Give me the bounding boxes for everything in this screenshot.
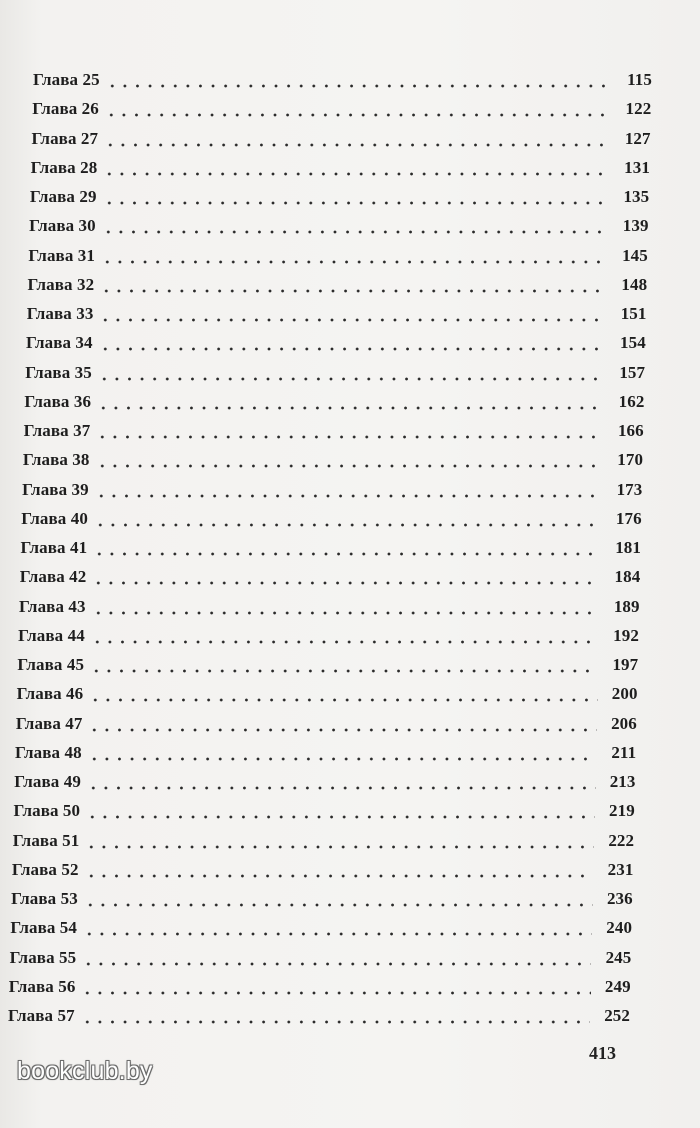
toc-entry [26,325,646,353]
toc-entry [30,179,649,207]
toc-entry-page: 197 [612,655,639,674]
toc-dot-leader [81,1006,590,1026]
toc-entry-label: Глава 30 [29,216,96,236]
toc-entry [18,618,639,646]
toc-entry-label: Глава 28 [30,157,98,177]
toc-entry-page: 127 [624,128,651,148]
toc-entry-label: Глава 56 [8,976,76,996]
toc-entry-page: 173 [616,479,643,499]
toc-entry-label: Глава 27 [31,128,99,148]
toc-entry [23,442,643,470]
toc-entry-page: 200 [611,684,638,704]
toc-entry-page: 245 [605,947,632,967]
toc-dot-leader [81,977,590,997]
toc-entry-page: 236 [606,889,633,908]
toc-entry-page: 213 [609,772,636,791]
toc-entry [10,940,632,968]
toc-dot-leader [90,655,598,675]
toc-entry [21,501,641,529]
toc-dot-leader [103,158,610,178]
toc-entry-page: 206 [611,713,637,733]
toc-entry-label: Глава 38 [22,450,90,470]
toc-dot-leader [99,333,606,353]
toc-entry [20,559,641,587]
toc-dot-leader [83,918,592,938]
toc-dot-leader [96,450,604,470]
toc-entry [8,998,630,1026]
toc-entry [25,355,645,383]
toc-entry-page: 181 [615,538,641,557]
toc-entry-label: Глава 53 [11,889,78,908]
toc-entry-page: 176 [615,508,642,528]
toc-entry-page: 231 [607,859,634,879]
toc-dot-leader [88,714,596,734]
toc-dot-leader [84,889,593,909]
page-number: 413 [589,1043,616,1063]
toc-entry [13,793,634,821]
toc-entry-page: 131 [624,157,650,177]
toc-dot-leader [97,392,604,412]
toc-entry-label: Глава 40 [21,508,88,528]
toc-entry-label: Глава 42 [19,567,87,587]
toc-entry [19,589,640,617]
toc-entry-page: 135 [623,187,650,206]
toc-entry-page: 222 [608,830,635,850]
toc-entry [27,296,647,324]
toc-entry-page: 115 [627,70,652,89]
toc-dot-leader [106,70,612,90]
toc-entry-page: 162 [618,391,645,411]
toc-dot-leader [99,304,606,324]
toc-entry [28,267,648,295]
toc-entry [21,530,642,558]
toc-dot-leader [93,538,601,558]
toc-entry [16,706,637,734]
toc-dot-leader [89,684,597,704]
toc-entry-label: Глава 45 [17,655,85,674]
toc-entry-page: 170 [617,450,644,470]
toc-dot-leader [95,480,603,500]
toc-dot-leader [86,801,595,821]
toc-entry [12,852,634,880]
toc-entry-label: Глава 54 [10,918,78,938]
toc-entry [31,121,650,149]
toc-dot-leader [87,772,596,792]
toc-dot-leader [88,743,596,763]
toc-entry-label: Глава 47 [15,713,83,733]
toc-entry-label: Глава 48 [15,742,82,762]
toc-dot-leader [85,831,594,851]
toc-entry-label: Глава 29 [29,187,97,206]
toc-entry-label: Глава 55 [9,947,77,967]
toc-dot-leader [92,597,600,617]
toc-entry-page: 145 [622,245,648,265]
toc-dot-leader [100,275,607,295]
toc-entry-label: Глава 57 [8,1006,75,1025]
toc-entry [24,384,644,412]
toc-entry [28,238,648,266]
toc-entry-label: Глава 32 [27,274,95,294]
toc-entry [32,91,651,119]
toc-dot-leader [82,948,591,968]
toc-dot-leader [85,860,594,880]
toc-entry [17,647,638,675]
toc-entry-label: Глава 51 [12,830,80,850]
toc-entry [9,969,631,997]
toc-entry-label: Глава 35 [25,362,92,382]
toc-entry-label: Глава 39 [22,479,89,499]
toc-entry [10,910,632,938]
toc-entry-label: Глава 50 [13,801,81,821]
toc-entry-page: 192 [613,625,639,645]
toc-entry-page: 122 [625,99,652,119]
toc-entry [29,208,648,236]
toc-entry-label: Глава 33 [26,304,94,323]
toc-dot-leader [105,99,611,119]
toc-entry-page: 154 [620,333,646,353]
toc-entry-page: 148 [621,274,648,294]
watermark-logo: bookclub.by [17,1057,153,1085]
toc-entry-page: 252 [604,1006,630,1025]
toc-entry [17,676,638,704]
toc-entry-page: 219 [609,801,635,821]
toc-entry-label: Глава 43 [18,596,86,616]
toc-entry-label: Глава 52 [11,859,79,879]
toc-entry-page: 157 [619,362,646,382]
toc-entry-label: Глава 34 [25,333,93,353]
toc-dot-leader [92,567,600,587]
toc-entry [24,413,644,441]
toc-entry-page: 151 [620,304,647,323]
toc-entry-label: Глава 25 [33,70,100,89]
toc-entry-label: Глава 44 [18,625,85,645]
toc-entry-page: 184 [614,567,641,587]
toc-dot-leader [98,363,605,383]
toc-entry-label: Глава 37 [23,421,91,440]
toc-entry-page: 249 [604,976,631,996]
toc-entry [15,735,636,763]
toc-entry [11,881,633,909]
toc-entry-page: 166 [617,421,644,440]
toc-entry-page: 139 [622,216,649,236]
toc-entry [13,823,634,851]
toc-entry-label: Глава 49 [14,772,81,791]
toc-entry-label: Глава 31 [28,245,95,265]
toc-entry [14,764,635,792]
toc-entry [31,150,650,178]
toc-dot-leader [91,626,599,646]
toc-dot-leader [103,187,610,207]
toc-entry-page: 189 [613,596,640,616]
toc-entry-label: Глава 41 [20,538,88,557]
toc-entry-label: Глава 26 [32,99,99,119]
toc-dot-leader [94,509,602,529]
toc-dot-leader [104,129,611,149]
toc-entry [22,472,642,500]
toc-entry-page: 211 [611,742,637,762]
toc-entry [33,62,652,90]
toc-entry-page: 240 [606,918,633,938]
toc-entry-label: Глава 46 [16,684,84,704]
toc-entry-label: Глава 36 [24,391,92,411]
toc-dot-leader [102,216,609,236]
toc-dot-leader [96,421,603,441]
toc-dot-leader [101,246,608,266]
